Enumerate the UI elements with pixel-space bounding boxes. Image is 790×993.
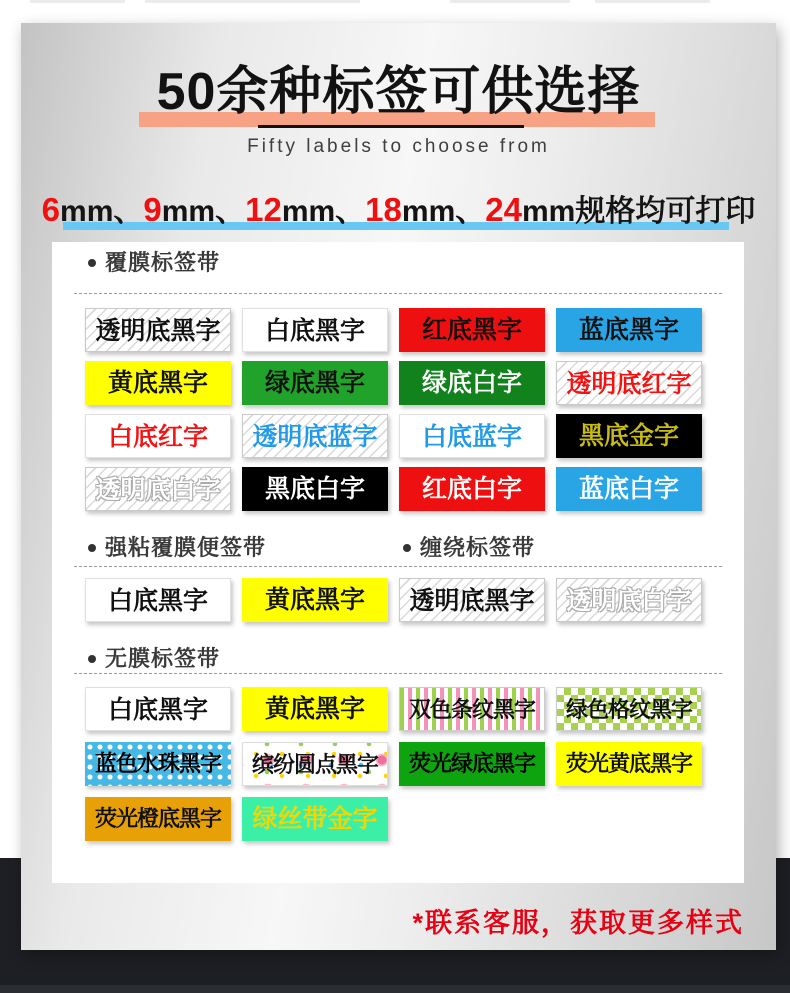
label-swatch-hatch-blue: 透明底蓝字 xyxy=(242,414,388,458)
label-grid-laminated xyxy=(85,308,702,511)
bottom-strip xyxy=(0,985,790,993)
section-header-laminated xyxy=(88,250,220,276)
label-swatch-hatch-white: 透明底白字 xyxy=(556,578,702,622)
section-divider xyxy=(74,673,722,674)
torn-edge-dash xyxy=(595,0,710,3)
bullet-icon xyxy=(88,655,96,663)
label-grid-non-laminated xyxy=(85,687,702,841)
label-row xyxy=(85,467,702,511)
bullet-icon xyxy=(403,544,411,552)
page-subtitle: Fifty labels to choose from xyxy=(247,136,550,157)
section-header-label: 强粘覆膜便签带 xyxy=(105,535,267,560)
label-row xyxy=(85,308,702,352)
label-swatch-fluoyellow-black: 荧光黄底黑字 xyxy=(556,742,702,786)
spec-size-number: 24 xyxy=(485,191,522,228)
section-header-wrap-tape xyxy=(403,535,535,561)
label-swatch-red-black: 红底黑字 xyxy=(399,308,545,352)
footer-note: *联系客服，获取更多样式 xyxy=(412,908,744,938)
spec-text-segment: mm、 xyxy=(281,195,366,228)
label-grid-strong-adhesive xyxy=(85,578,702,622)
label-swatch-white-blue: 白底蓝字 xyxy=(399,414,545,458)
section-header-label: 无膜标签带 xyxy=(105,646,221,671)
spec-size-number: 6 xyxy=(41,191,61,228)
label-swatch-orange-black: 荧光橙底黑字 xyxy=(85,797,231,841)
spec-size-number: 9 xyxy=(143,191,162,228)
label-swatch-black-gold: 黑底金字 xyxy=(556,414,702,458)
spec-text-segment: mm、 xyxy=(60,195,144,228)
label-swatch-yellow-black: 黄底黑字 xyxy=(242,687,388,731)
label-row xyxy=(85,687,702,731)
label-swatch-red-white: 红底白字 xyxy=(399,467,545,511)
spec-line xyxy=(21,193,776,229)
label-swatch-dots-black: 缤纷圆点黑字 xyxy=(242,742,388,786)
label-swatch-mint-gold: 绿丝带金字 xyxy=(242,797,388,841)
label-panel xyxy=(52,242,744,883)
label-row xyxy=(85,742,702,786)
spec-size-number: 18 xyxy=(365,191,402,228)
page-title: 50余种标签可供选择 xyxy=(156,63,641,121)
label-swatch-black-white: 黑底白字 xyxy=(242,467,388,511)
bullet-icon xyxy=(88,544,96,552)
title-underline xyxy=(258,125,524,128)
section-header-strong-adhesive xyxy=(88,535,266,561)
label-row xyxy=(85,797,702,841)
section-header-label: 缠绕标签带 xyxy=(420,535,536,560)
spec-text-segment: mm规格均可打印 xyxy=(521,195,756,228)
label-row xyxy=(85,361,702,405)
label-swatch-blue-black: 蓝底黑字 xyxy=(556,308,702,352)
gray-card xyxy=(21,23,776,950)
spec-text-segment: mm、 xyxy=(161,195,246,228)
label-swatch-white-black: 白底黑字 xyxy=(85,578,231,622)
label-swatch-hatch-black: 透明底黑字 xyxy=(399,578,545,622)
section-header-non-laminated xyxy=(88,646,220,672)
label-swatch-stripes-black: 双色条纹黑字 xyxy=(399,687,545,731)
spec-text-segment: mm、 xyxy=(401,195,486,228)
label-swatch-hatch-white: 透明底白字 xyxy=(85,467,231,511)
label-swatch-white-black: 白底黑字 xyxy=(242,308,388,352)
bullet-icon xyxy=(88,259,96,267)
section-divider xyxy=(74,293,722,294)
spec-size-number: 12 xyxy=(245,191,282,228)
torn-edge-dash xyxy=(30,0,125,3)
label-swatch-checker-black: 绿色格纹黑字 xyxy=(556,687,702,731)
torn-edge-dash xyxy=(450,0,570,3)
label-swatch-green-black: 绿底黑字 xyxy=(242,361,388,405)
label-swatch-blue-white: 蓝底白字 xyxy=(556,467,702,511)
label-swatch-green2-white: 绿底白字 xyxy=(399,361,545,405)
label-swatch-yellow-black: 黄底黑字 xyxy=(242,578,388,622)
label-swatch-fluogreen-black: 荧光绿底黑字 xyxy=(399,742,545,786)
label-swatch-yellow-black: 黄底黑字 xyxy=(85,361,231,405)
label-row xyxy=(85,578,702,622)
label-swatch-white-red: 白底红字 xyxy=(85,414,231,458)
label-swatch-bluedots-black: 蓝色水珠黑字 xyxy=(85,742,231,786)
section-header-label: 覆膜标签带 xyxy=(105,250,221,275)
torn-edge-dash xyxy=(145,0,360,3)
label-swatch-hatch-black: 透明底黑字 xyxy=(85,308,231,352)
section-divider xyxy=(74,566,722,567)
label-row xyxy=(85,414,702,458)
label-swatch-white-black: 白底黑字 xyxy=(85,687,231,731)
label-swatch-hatch-red: 透明底红字 xyxy=(556,361,702,405)
